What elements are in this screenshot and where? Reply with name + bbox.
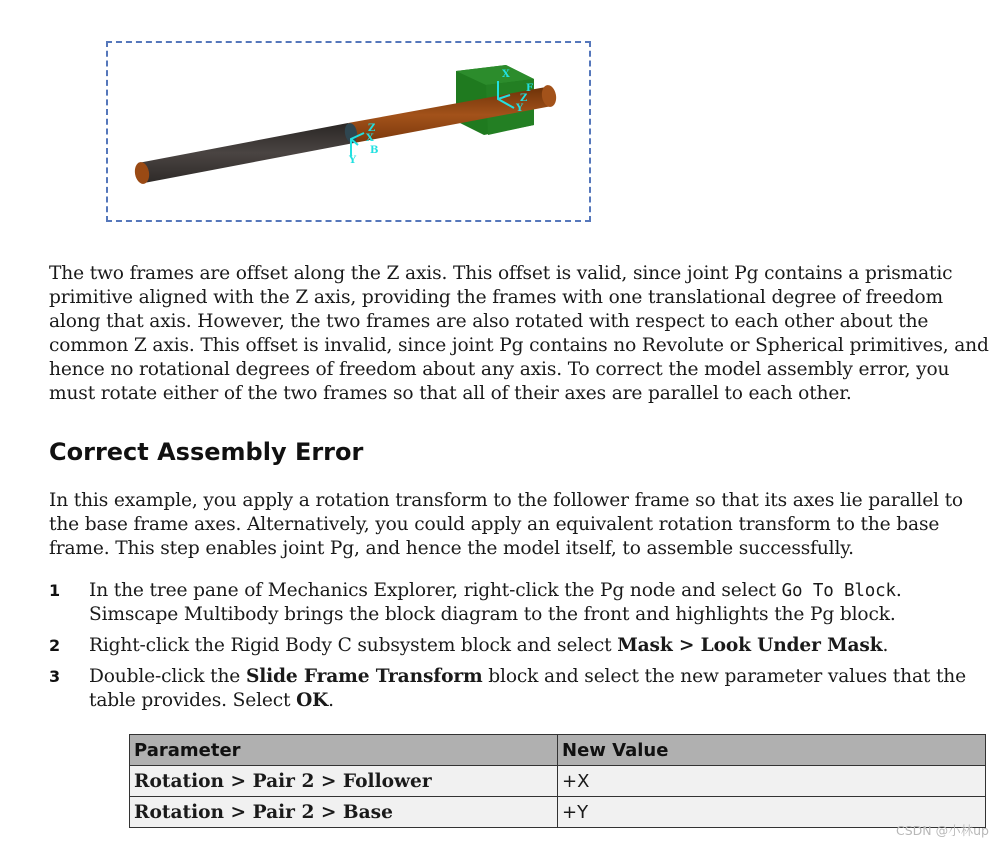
follower-frame-label: F: [526, 83, 534, 94]
menu-command-go-to-block: Go To Block: [781, 581, 896, 601]
column-header-parameter: Parameter: [130, 735, 558, 766]
step-number: 1: [49, 581, 60, 600]
intro-paragraph: The two frames are offset along the Z axis. This offset is valid, since joint Pg contains a prismatic primitive aligned with the Z axis, providing the frames with one translational degree of freedom along that axis. However, the two frames are also rotated with respect to each other about the common Z axis. This offset is invalid, since joint Pg contains no Revolute or Spherical primitives, and hence no rotational degrees of freedom about any axis. To correct the model assembly error, you must rotate either of the two frames so that all of their axes are parallel to each other.: [49, 263, 989, 404]
block-name-slide-frame-transform: Slide Frame Transform: [245, 666, 483, 687]
step-1: [49, 579, 994, 627]
section-heading: Correct Assembly Error: [49, 438, 364, 466]
step-text: Right-click the Rigid Body C subsystem block and select: [89, 635, 618, 656]
model-visualization-figure: [106, 41, 591, 222]
rod-dark-section: [133, 123, 354, 185]
follower-z-axis-label: Z: [520, 93, 528, 104]
parameter-cell: Rotation > Pair 2 > Follower: [130, 766, 558, 797]
watermark: CSDN @小林up: [896, 823, 989, 838]
step-text: Double-click the: [89, 666, 246, 687]
follower-y-axis-label: Y: [516, 103, 524, 114]
step-number: 2: [49, 636, 60, 655]
ok-button-reference: OK: [296, 690, 329, 711]
base-x-axis-label: X: [366, 133, 374, 144]
step-text: . Simscape Multibody brings the block diagram to the front and highlights the Pg block.: [89, 580, 902, 625]
parameter-cell: Rotation > Pair 2 > Base: [130, 797, 558, 828]
base-frame-label: B: [370, 145, 379, 156]
column-header-new-value: New Value: [558, 735, 986, 766]
rigid-body-render: [108, 43, 593, 224]
step-3: [49, 665, 994, 713]
step-text: .: [882, 635, 889, 656]
value-cell: +Y: [558, 797, 986, 828]
step-text: block and select the new parameter values that the table provides. Select: [89, 666, 966, 711]
table-row: [130, 797, 986, 828]
follower-x-axis-label: X: [502, 69, 510, 80]
step-number: 3: [49, 667, 60, 686]
step-text: .: [328, 690, 334, 711]
table-row: [130, 766, 986, 797]
procedure-steps: [49, 579, 994, 720]
step-2: [49, 634, 994, 658]
step-text: In the tree pane of Mechanics Explorer, right-click the Pg node and select: [89, 580, 782, 601]
table-header-row: [130, 735, 986, 766]
base-y-axis-label: Y: [349, 155, 357, 166]
base-z-axis-label: Z: [368, 123, 376, 134]
parameter-table: [129, 734, 986, 828]
value-cell: +X: [558, 766, 986, 797]
menu-path-look-under-mask: Mask > Look Under Mask: [617, 635, 883, 656]
section-paragraph: In this example, you apply a rotation transform to the follower frame so that its axes lie parallel to the base frame axes. Alternatively, you could apply an equivalent rotation transform to the base frame. This step enables joint Pg, and hence the model itself, to assemble successfully.: [49, 490, 963, 559]
